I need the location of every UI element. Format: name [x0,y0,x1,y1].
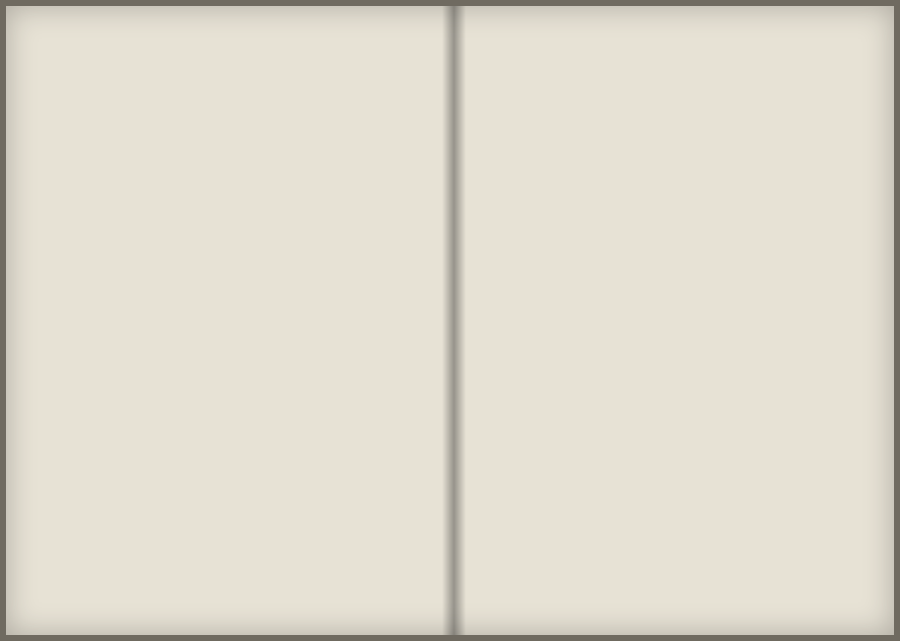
right-page-column-1 [514,32,678,632]
left-page-column-2 [262,32,438,632]
left-page-column-1 [96,32,256,632]
right-page-header [538,12,688,26]
left-page-header [62,12,90,26]
left-page [6,6,442,635]
book-spread [6,6,894,635]
right-page-column-2 [684,32,848,632]
book-gutter [442,6,466,635]
right-page [466,6,894,635]
